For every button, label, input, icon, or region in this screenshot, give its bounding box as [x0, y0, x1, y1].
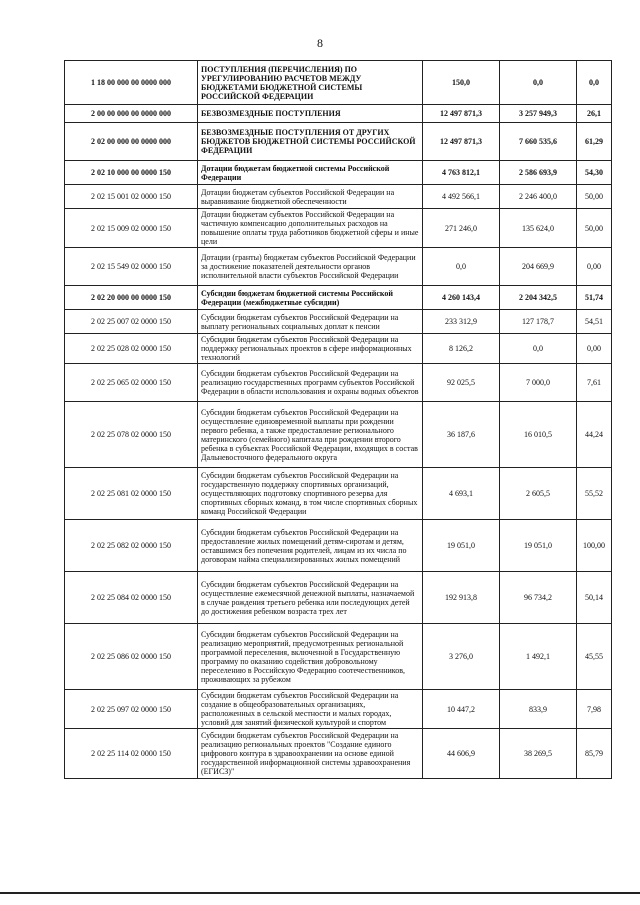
- execution-percent-cell: 26,1: [577, 105, 612, 123]
- execution-percent-cell: 0,00: [577, 248, 612, 286]
- description-cell: БЕЗВОЗМЕЗДНЫЕ ПОСТУПЛЕНИЯ ОТ ДРУГИХ БЮДЖЕТОВ БЮДЖЕТНОЙ СИСТЕМЫ РОССИЙСКОЙ ФЕДЕРАЦИИ: [198, 123, 423, 161]
- description-cell: ПОСТУПЛЕНИЯ (ПЕРЕЧИСЛЕНИЯ) ПО УРЕГУЛИРОВАНИЮ РАСЧЕТОВ МЕЖДУ БЮДЖЕТАМИ БЮДЖЕТНОЙ СИСТЕМЫ РОССИЙСКОЙ ФЕДЕРАЦИИ: [198, 61, 423, 105]
- execution-percent-cell: 85,79: [577, 729, 612, 779]
- table-row: [65, 364, 612, 402]
- budget-code-cell: 2 02 10 000 00 0000 150: [65, 161, 198, 185]
- actual-amount-cell: 0,0: [500, 61, 577, 105]
- execution-percent-cell: 55,52: [577, 468, 612, 520]
- table-row: [65, 105, 612, 123]
- table-row: [65, 61, 612, 105]
- actual-amount-cell: 38 269,5: [500, 729, 577, 779]
- page-number: 8: [317, 36, 323, 50]
- actual-amount-cell: 1 492,1: [500, 624, 577, 690]
- table-row: [65, 468, 612, 520]
- execution-percent-cell: 61,29: [577, 123, 612, 161]
- table-row: [65, 248, 612, 286]
- actual-amount-cell: 0,0: [500, 334, 577, 364]
- plan-amount-cell: 4 492 566,1: [423, 185, 500, 209]
- actual-amount-cell: 2 605,5: [500, 468, 577, 520]
- budget-revenue-table: [64, 60, 612, 779]
- description-cell: Дотации бюджетам субъектов Российской Федерации на выравнивание бюджетной обеспеченности: [198, 185, 423, 209]
- table-row: [65, 334, 612, 364]
- description-cell: Субсидии бюджетам субъектов Российской Федерации на осуществление ежемесячной денежной выплаты, назначаемой в случае рождения третьего ребенка или последующих детей до достижения ребенком возраста трех лет: [198, 572, 423, 624]
- description-cell: Дотации бюджетам бюджетной системы Российской Федерации: [198, 161, 423, 185]
- plan-amount-cell: 44 606,9: [423, 729, 500, 779]
- table-row: [65, 123, 612, 161]
- actual-amount-cell: 7 660 535,6: [500, 123, 577, 161]
- execution-percent-cell: 54,30: [577, 161, 612, 185]
- budget-code-cell: 2 02 20 000 00 0000 150: [65, 286, 198, 310]
- execution-percent-cell: 44,24: [577, 402, 612, 468]
- actual-amount-cell: 3 257 949,3: [500, 105, 577, 123]
- table-row: [65, 690, 612, 729]
- description-cell: Субсидии бюджетам субъектов Российской Федерации на выплату региональных социальных доплат к пенсии: [198, 310, 423, 334]
- plan-amount-cell: 4 763 812,1: [423, 161, 500, 185]
- plan-amount-cell: 12 497 871,3: [423, 105, 500, 123]
- actual-amount-cell: 2 246 400,0: [500, 185, 577, 209]
- execution-percent-cell: 50,00: [577, 185, 612, 209]
- actual-amount-cell: 16 010,5: [500, 402, 577, 468]
- description-cell: Субсидии бюджетам субъектов Российской Федерации на государственную поддержку спортивных организаций, осуществляющих подготовку спортивного резерва для спортивных сборных команд, в том числе спортивных сборных команд Российской Федерации: [198, 468, 423, 520]
- execution-percent-cell: 0,0: [577, 61, 612, 105]
- description-cell: Субсидии бюджетам субъектов Российской Федерации на осуществление единовременной выплаты при рождении первого ребенка, а также предоставление регионального материнского (семейного) капитала при рождении второго ребенка в субъектах Российской Федерации, входящих в состав Дальневосточного федерального округа: [198, 402, 423, 468]
- budget-code-cell: 1 18 00 000 00 0000 000: [65, 61, 198, 105]
- actual-amount-cell: 135 624,0: [500, 209, 577, 248]
- actual-amount-cell: 204 669,9: [500, 248, 577, 286]
- description-cell: Субсидии бюджетам бюджетной системы Российской Федерации (межбюджетные субсидии): [198, 286, 423, 310]
- plan-amount-cell: 233 312,9: [423, 310, 500, 334]
- description-cell: Субсидии бюджетам субъектов Российской Федерации на реализацию региональных проектов "Создание единого цифрового контура в здравоохранении на основе единой государственной информационной системы здравоохранения (ЕГИСЗ)": [198, 729, 423, 779]
- plan-amount-cell: 8 126,2: [423, 334, 500, 364]
- table-row: [65, 161, 612, 185]
- table-row: [65, 310, 612, 334]
- execution-percent-cell: 0,00: [577, 334, 612, 364]
- budget-code-cell: 2 02 15 549 02 0000 150: [65, 248, 198, 286]
- plan-amount-cell: 36 187,6: [423, 402, 500, 468]
- table-row: [65, 286, 612, 310]
- budget-code-cell: 2 02 25 084 02 0000 150: [65, 572, 198, 624]
- execution-percent-cell: 54,51: [577, 310, 612, 334]
- table-row: [65, 185, 612, 209]
- plan-amount-cell: 4 260 143,4: [423, 286, 500, 310]
- description-cell: Дотации бюджетам субъектов Российской Федерации на частичную компенсацию дополнительных расходов на повышение оплаты труда работников бюджетной сферы и иные цели: [198, 209, 423, 248]
- bottom-rule: [0, 892, 640, 894]
- execution-percent-cell: 51,74: [577, 286, 612, 310]
- table-row: [65, 729, 612, 779]
- table-row: [65, 209, 612, 248]
- execution-percent-cell: 50,00: [577, 209, 612, 248]
- execution-percent-cell: 7,61: [577, 364, 612, 402]
- actual-amount-cell: 19 051,0: [500, 520, 577, 572]
- budget-code-cell: 2 02 00 000 00 0000 000: [65, 123, 198, 161]
- table-body: [65, 61, 612, 779]
- description-cell: Субсидии бюджетам субъектов Российской Федерации на создание в общеобразовательных организациях, расположенных в сельской местности и малых городах, условий для занятий физической культурой и спортом: [198, 690, 423, 729]
- table-row: [65, 402, 612, 468]
- plan-amount-cell: 12 497 871,3: [423, 123, 500, 161]
- description-cell: Дотации (гранты) бюджетам субъектов Российской Федерации за достижение показателей деятельности органов исполнительной власти субъектов Российской Федерации: [198, 248, 423, 286]
- table-row: [65, 520, 612, 572]
- actual-amount-cell: 96 734,2: [500, 572, 577, 624]
- budget-code-cell: 2 02 25 086 02 0000 150: [65, 624, 198, 690]
- budget-code-cell: 2 02 25 114 02 0000 150: [65, 729, 198, 779]
- actual-amount-cell: 833,9: [500, 690, 577, 729]
- description-cell: Субсидии бюджетам субъектов Российской Федерации на поддержку региональных проектов в сфере информационных технологий: [198, 334, 423, 364]
- execution-percent-cell: 100,00: [577, 520, 612, 572]
- budget-code-cell: 2 02 15 001 02 0000 150: [65, 185, 198, 209]
- actual-amount-cell: 127 178,7: [500, 310, 577, 334]
- actual-amount-cell: 2 204 342,5: [500, 286, 577, 310]
- budget-code-cell: 2 02 15 009 02 0000 150: [65, 209, 198, 248]
- plan-amount-cell: 19 051,0: [423, 520, 500, 572]
- budget-code-cell: 2 02 25 028 02 0000 150: [65, 334, 198, 364]
- budget-code-cell: 2 02 25 081 02 0000 150: [65, 468, 198, 520]
- plan-amount-cell: 3 276,0: [423, 624, 500, 690]
- plan-amount-cell: 192 913,8: [423, 572, 500, 624]
- plan-amount-cell: 0,0: [423, 248, 500, 286]
- actual-amount-cell: 2 586 693,9: [500, 161, 577, 185]
- description-cell: БЕЗВОЗМЕЗДНЫЕ ПОСТУПЛЕНИЯ: [198, 105, 423, 123]
- execution-percent-cell: 7,98: [577, 690, 612, 729]
- execution-percent-cell: 45,55: [577, 624, 612, 690]
- description-cell: Субсидии бюджетам субъектов Российской Федерации на реализацию мероприятий, предусмотренных региональной программой переселения, включенной в Государственную программу по оказанию содействия добровольному переселению в Российскую Федерацию соотечественников, проживающих за рубежом: [198, 624, 423, 690]
- description-cell: Субсидии бюджетам субъектов Российской Федерации на предоставление жилых помещений детям-сиротам и детям, оставшимся без попечения родителей, лицам из их числа по договорам найма специализированных жилых помещений: [198, 520, 423, 572]
- budget-code-cell: 2 02 25 007 02 0000 150: [65, 310, 198, 334]
- budget-code-cell: 2 00 00 000 00 0000 000: [65, 105, 198, 123]
- budget-code-cell: 2 02 25 065 02 0000 150: [65, 364, 198, 402]
- actual-amount-cell: 7 000,0: [500, 364, 577, 402]
- description-cell: Субсидии бюджетам субъектов Российской Федерации на реализацию государственных программ субъектов Российской Федерации в области использования и охраны водных объектов: [198, 364, 423, 402]
- table-row: [65, 572, 612, 624]
- budget-code-cell: 2 02 25 078 02 0000 150: [65, 402, 198, 468]
- plan-amount-cell: 10 447,2: [423, 690, 500, 729]
- plan-amount-cell: 4 693,1: [423, 468, 500, 520]
- plan-amount-cell: 271 246,0: [423, 209, 500, 248]
- execution-percent-cell: 50,14: [577, 572, 612, 624]
- plan-amount-cell: 150,0: [423, 61, 500, 105]
- budget-code-cell: 2 02 25 097 02 0000 150: [65, 690, 198, 729]
- budget-code-cell: 2 02 25 082 02 0000 150: [65, 520, 198, 572]
- plan-amount-cell: 92 025,5: [423, 364, 500, 402]
- table-row: [65, 624, 612, 690]
